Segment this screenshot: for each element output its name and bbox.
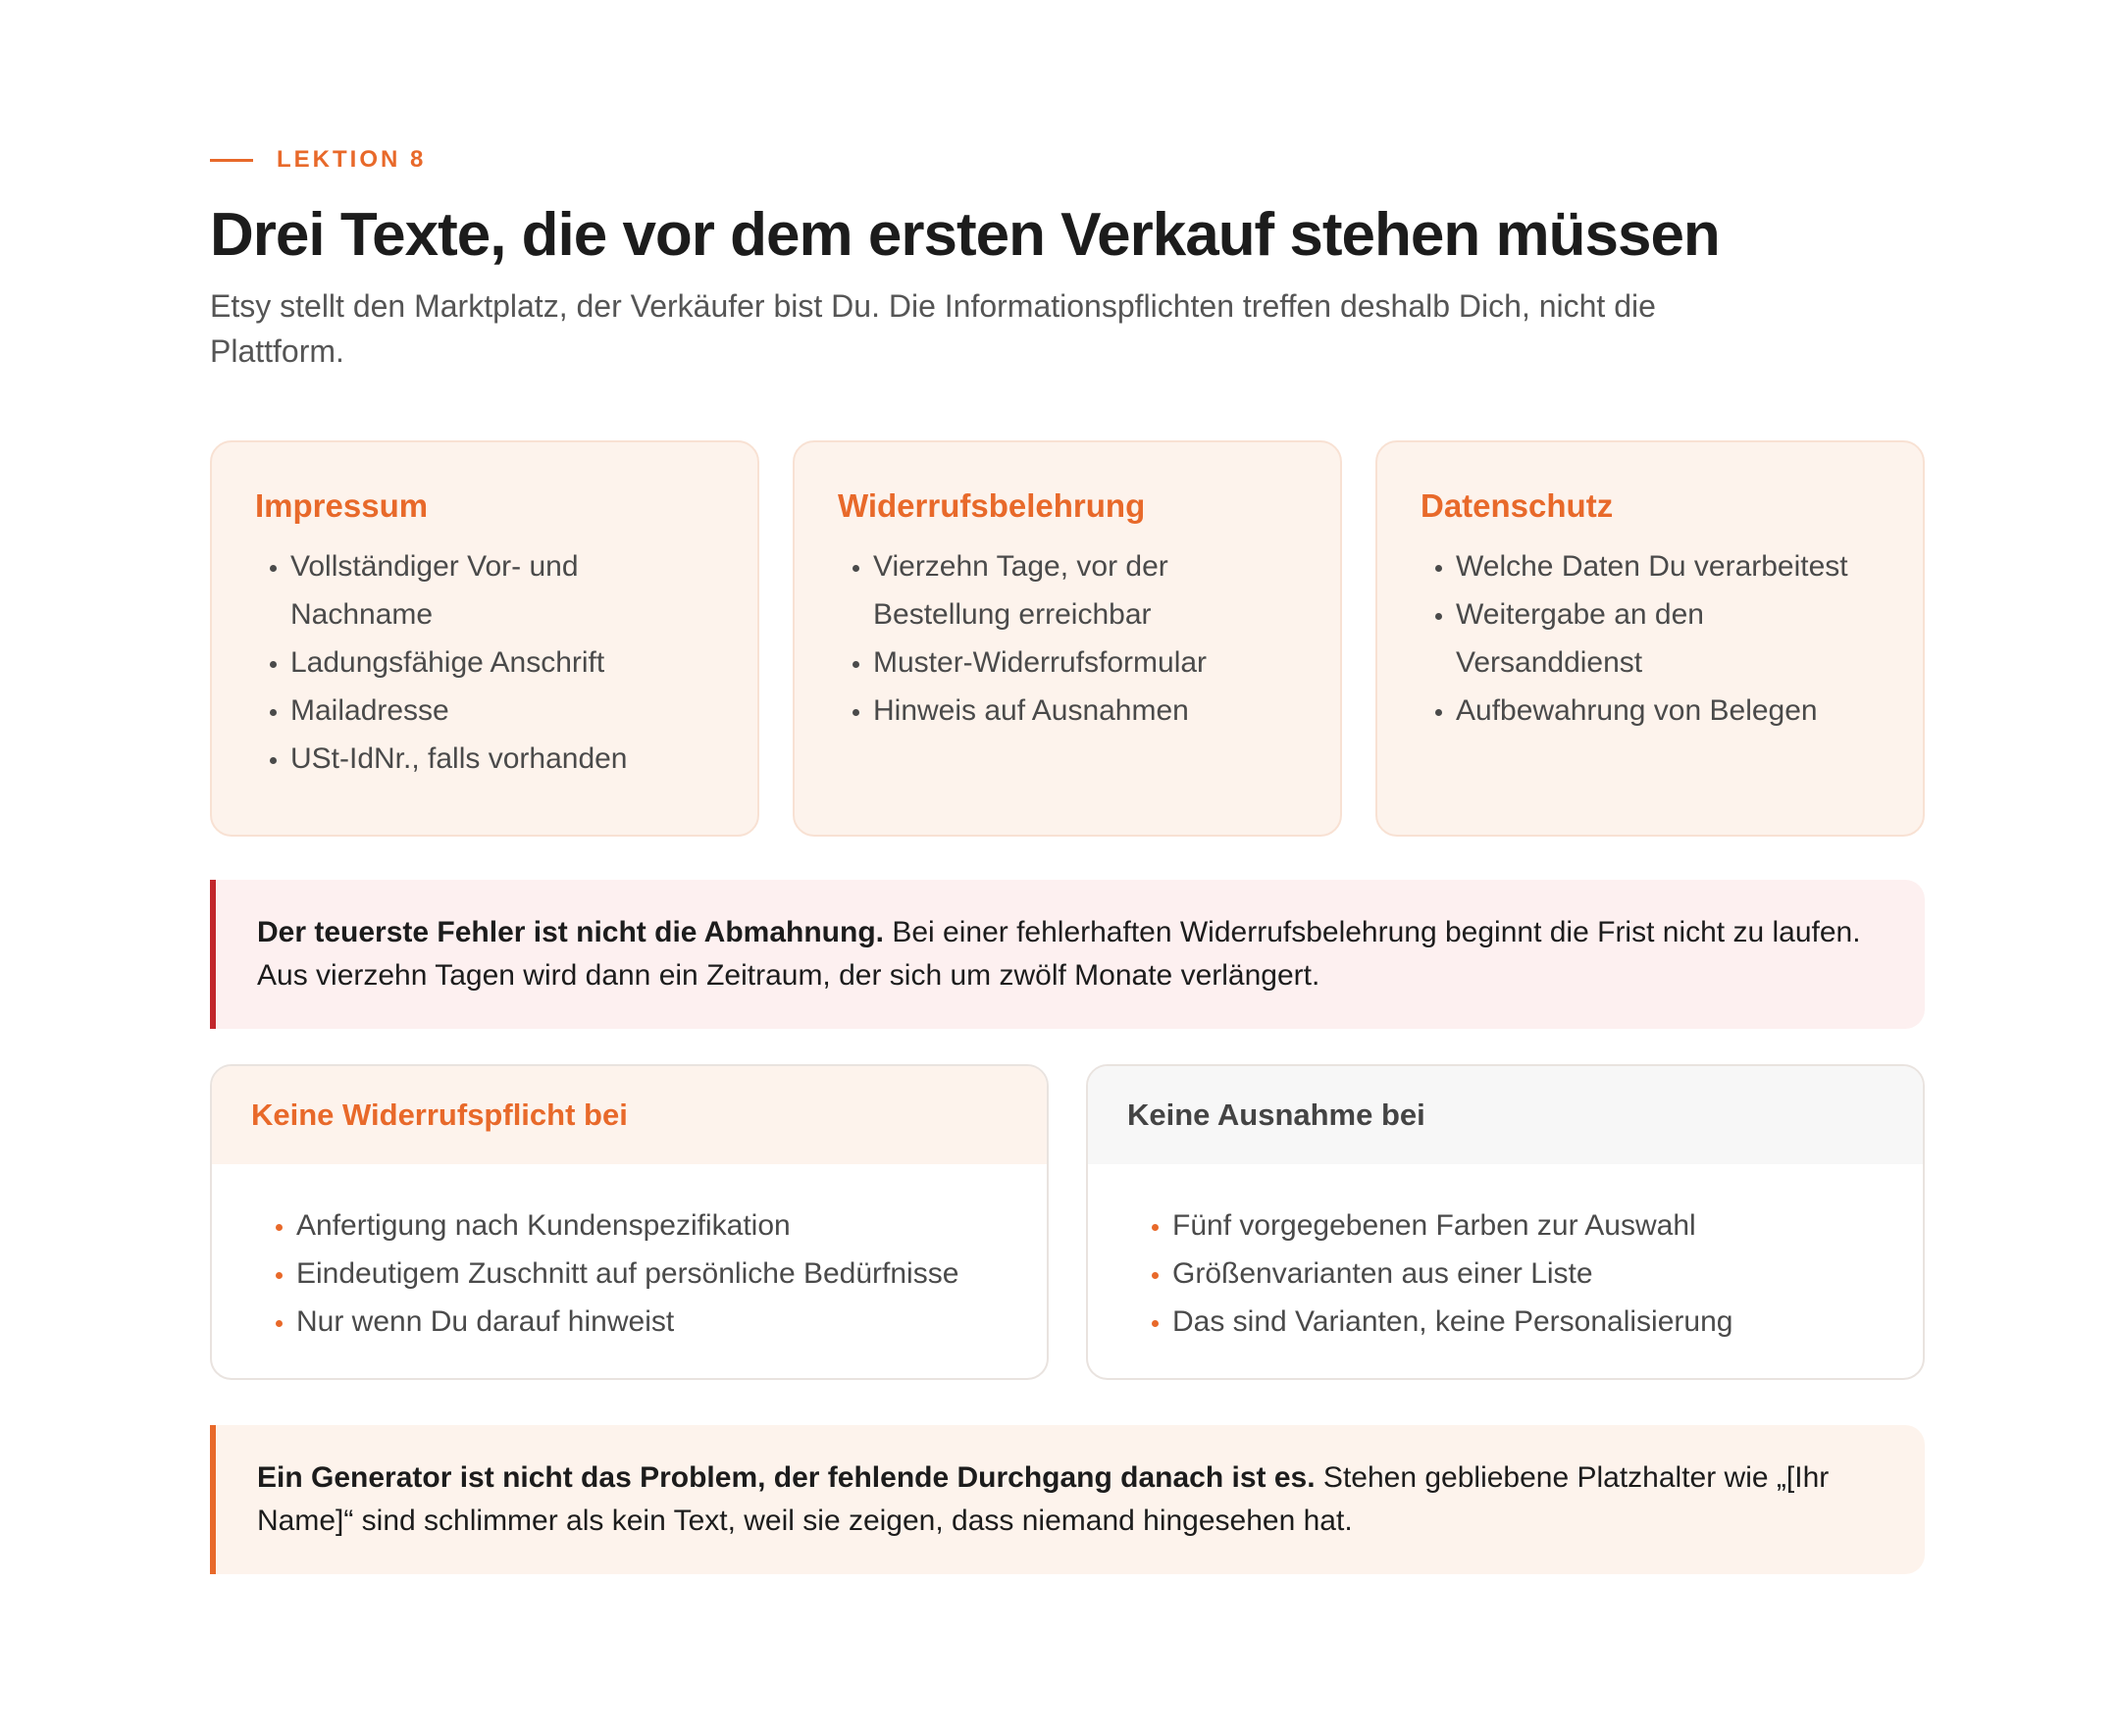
list-item: • Hinweis auf Ausnahmen <box>873 687 1297 735</box>
card-title: Impressum <box>255 487 429 525</box>
lesson-number: LEKTION 8 <box>277 146 427 173</box>
panel-no-withdrawal <box>210 1064 1049 1380</box>
list-item: • Weitergabe an den Versanddienst <box>1456 590 1880 687</box>
card-datenschutz <box>1375 440 1925 837</box>
card-title: Datenschutz <box>1421 487 1614 525</box>
eyebrow-divider <box>210 159 253 162</box>
list-item: • Eindeutigem Zuschnitt auf persönliche Bedürfnisse <box>296 1250 1047 1298</box>
note-callout-lead: Ein Generator ist nicht das Problem, der fehlende Durchgang danach ist es. <box>257 1461 1316 1495</box>
list-item: • Aufbewahrung von Belegen <box>1456 687 1880 735</box>
list-item: • Fünf vorgegebenen Farben zur Auswahl <box>1172 1201 1923 1250</box>
panel-list <box>1088 1201 1923 1346</box>
warning-callout-text: Bei einer fehlerhaften Widerrufsbelehrung beginnt die Frist nicht zu laufen. Aus vierzehn Tagen wird dann ein Zeitraum, der sich um zwölf Monate verlängert. <box>257 916 1861 993</box>
card-impressum <box>210 440 759 837</box>
list-item: • Anfertigung nach Kundenspezifikation <box>296 1201 1047 1250</box>
panel-list <box>212 1201 1047 1346</box>
exception-panels <box>210 1064 1925 1380</box>
list-item: • Vollständiger Vor- und Nachname <box>290 542 714 638</box>
list-item: • Welche Daten Du verarbeitest <box>1456 542 1880 590</box>
panel-no-exception <box>1086 1064 1925 1380</box>
list-item: • Nur wenn Du darauf hinweist <box>296 1298 1047 1346</box>
list-item: • Ladungsfähige Anschrift <box>290 638 714 687</box>
list-item: • Muster-Widerrufsformular <box>873 638 1297 687</box>
card-title: Widerrufsbelehrung <box>838 487 1146 525</box>
page-subtitle: Etsy stellt den Marktplatz, der Verkäufer bist Du. Die Informationspflichten treffen deshalb Dich, nicht die Plattform. <box>210 288 1656 370</box>
lesson-content <box>210 137 1925 1574</box>
list-item: • Das sind Varianten, keine Personalisierung <box>1172 1298 1923 1346</box>
list-item: • Größenvarianten aus einer Liste <box>1172 1250 1923 1298</box>
card-list <box>838 542 1297 735</box>
page-title: Drei Texte, die vor dem ersten Verkauf stehen müssen <box>210 201 1720 269</box>
warning-callout <box>210 880 1925 1029</box>
panel-title: Keine Widerrufspflicht bei <box>212 1066 1047 1164</box>
list-item: • Mailadresse <box>290 687 714 735</box>
list-item: • Vierzehn Tage, vor der Bestellung erreichbar <box>873 542 1297 638</box>
list-item: • USt-IdNr., falls vorhanden <box>290 735 714 783</box>
note-callout-text: Stehen gebliebene Platzhalter wie „[Ihr Name]“ sind schlimmer als kein Text, weil sie zeigen, dass niemand hingesehen hat. <box>257 1461 1830 1538</box>
lesson-eyebrow <box>210 137 1925 182</box>
note-callout <box>210 1425 1925 1574</box>
card-list <box>255 542 714 783</box>
required-texts-cards <box>210 440 1925 837</box>
card-list <box>1421 542 1880 735</box>
card-widerrufsbelehrung <box>793 440 1342 837</box>
panel-title: Keine Ausnahme bei <box>1088 1066 1923 1164</box>
warning-callout-lead: Der teuerste Fehler ist nicht die Abmahnung. <box>257 916 884 949</box>
